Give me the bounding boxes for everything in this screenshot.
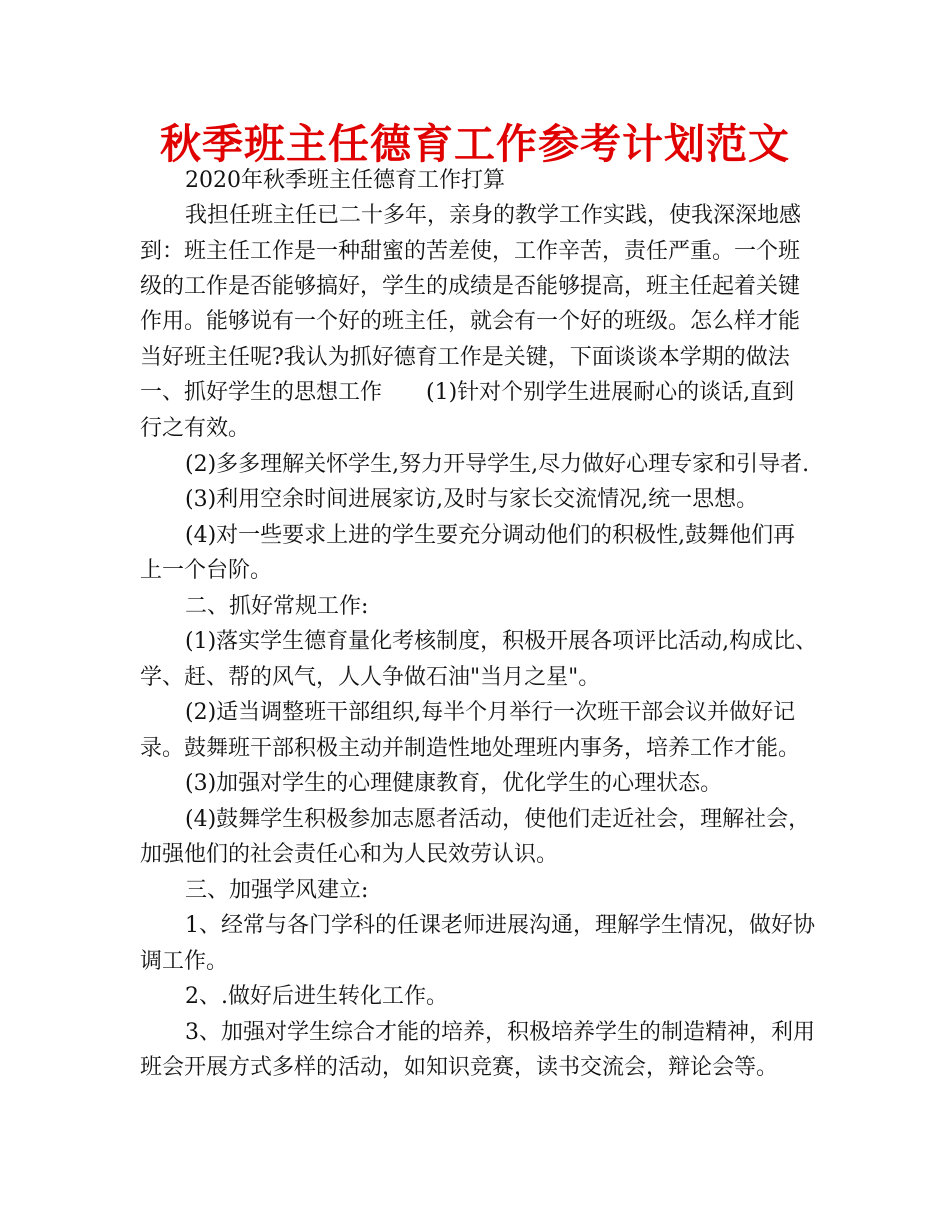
paragraph-line: 2、.做好后进生转化工作。 [185,984,448,1009]
paragraph-line: 一、抓好学生的思想工作 (1)针对个别学生进展耐心的谈话,直到 [140,380,795,405]
paragraph-line: 班会开展方式多样的活动，如知识竞赛，读书交流会，辩论会等。 [140,1055,779,1080]
paragraph-line: 级的工作是否能够搞好，学生的成绩是否能够提高，班主任起着关键 [140,274,801,299]
paragraph-line: 调工作。 [140,949,229,974]
paragraph-line: (1)落实学生德育量化考核制度，积极开展各项评比活动,构成比、 [185,629,818,654]
document-title: 秋季班主任德育工作参考计划范文 [160,120,790,168]
section-heading: 三、加强学风建立: [185,878,369,903]
paragraph-line: 录。鼓舞班干部积极主动并制造性地处理班内事务，培养工作才能。 [140,736,801,761]
paragraph-line: 作用。能够说有一个好的班主任，就会有一个好的班级。怎么样才能 [140,309,801,334]
paragraph-line: 1、经常与各门学科的任课老师进展沟通，理解学生情况，做好协 [185,913,815,938]
paragraph-line: 到：班主任工作是一种甜蜜的苦差使，工作辛苦，责任严重。一个班 [140,239,801,264]
paragraph-line: 3、加强对学生综合才能的培养，积极培养学生的制造精神，利用 [185,1020,815,1045]
paragraph-line: 行之有效。 [140,416,251,441]
paragraph-line: 加强他们的社会责任心和为人民效劳认识。 [140,842,559,867]
paragraph-line: 我担任班主任已二十多年，亲身的教学工作实践，使我深深地感 [185,203,802,228]
paragraph-line: 上一个台阶。 [140,558,273,583]
paragraph-line: 学、赶、帮的风气，人人争做石油"当月之星"。 [140,665,601,690]
paragraph-line: (4)对一些要求上进的学生要充分调动他们的积极性,鼓舞他们再 [185,523,796,548]
paragraph-line: (2)适当调整班干部组织,每半个月举行一次班干部会议并做好记 [185,700,796,725]
paragraph-line: (4)鼓舞学生积极参加志愿者活动，使他们走近社会，理解社会， [185,807,811,832]
subtitle-line: 2020年秋季班主任德育工作打算 [185,168,505,193]
paragraph-line: (2)多多理解关怀学生,努力开导学生,尽力做好心理专家和引导者. [185,452,810,477]
section-heading: 二、抓好常规工作: [185,594,369,619]
paragraph-line: (3)利用空余时间进展家访,及时与家长交流情况,统一思想。 [185,487,759,512]
paragraph-line: (3)加强对学生的心理健康教育，优化学生的心理状态。 [185,771,723,796]
paragraph-line: 当好班主任呢?我认为抓好德育工作是关键，下面谈谈本学期的做法 [140,345,790,370]
